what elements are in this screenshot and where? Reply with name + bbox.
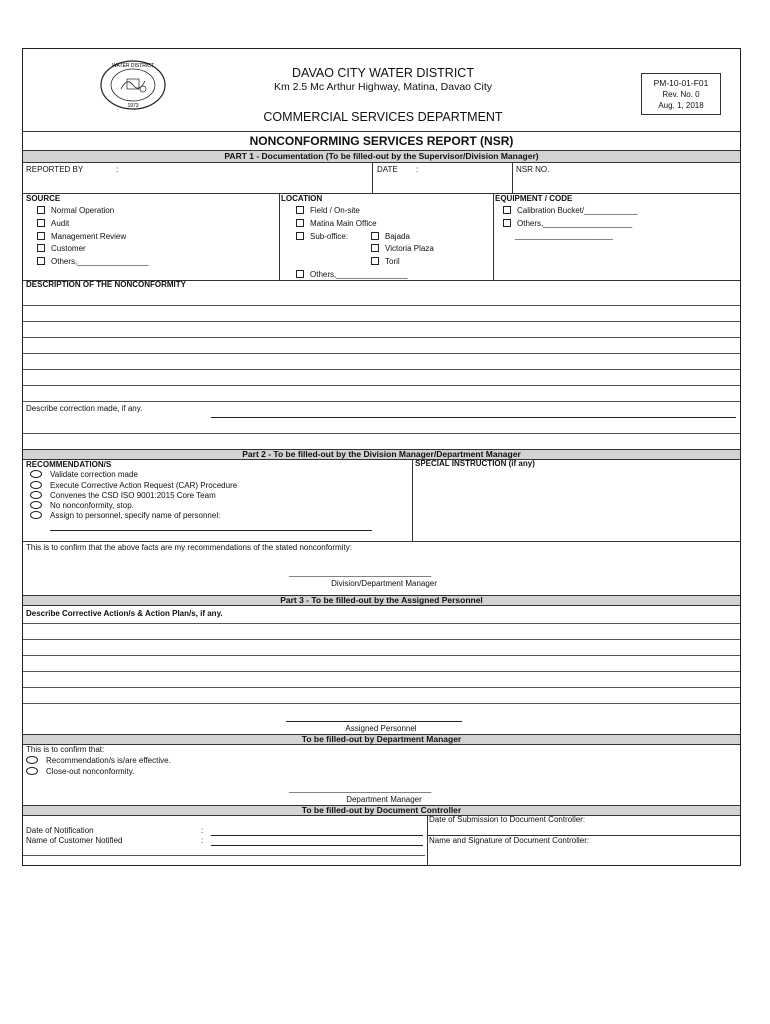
description-title: DESCRIPTION OF THE NONCONFORMITY xyxy=(26,280,186,289)
source-option-mgmt-review[interactable]: Management Review xyxy=(37,232,126,242)
part3-signature-label: Assigned Personnel xyxy=(345,724,417,733)
date-colon: : xyxy=(416,165,419,174)
radio-icon xyxy=(26,756,38,764)
date-label: DATE xyxy=(377,165,398,174)
assigned-personnel-line[interactable] xyxy=(286,721,462,722)
checkbox-icon xyxy=(296,270,304,278)
form-title: NONCONFORMING SERVICES REPORT (NSR) xyxy=(249,134,514,148)
reported-by-label: REPORTED BY xyxy=(26,165,84,174)
rec-option-validate[interactable]: Validate correction made xyxy=(30,470,138,480)
checkbox-icon xyxy=(296,206,304,214)
suboffice-option-victoria[interactable]: Victoria Plaza xyxy=(371,244,434,254)
department-name: COMMERCIAL SERVICES DEPARTMENT xyxy=(263,110,503,124)
checkbox-icon xyxy=(296,219,304,227)
special-instruction-title: SPECIAL INSTRUCTION (if any) xyxy=(415,459,535,468)
notification-date-label: Date of Notification xyxy=(26,826,94,835)
doc-code: PM-10-01-F01 xyxy=(653,78,709,88)
part2-signature-label: Division/Department Manager xyxy=(331,579,437,588)
doc-date: Aug. 1, 2018 xyxy=(658,101,704,110)
equipment-title: EQUIPMENT / CODE xyxy=(495,194,573,203)
checkbox-icon xyxy=(371,257,379,265)
part5-heading: To be filled-out by Document Controller xyxy=(23,805,740,816)
checkbox-icon xyxy=(37,206,45,214)
rec-option-assign[interactable]: Assign to personnel, specify name of personnel: xyxy=(30,511,220,521)
dcwd-seal xyxy=(99,59,167,111)
rec-option-no-nonconformity[interactable]: No nonconformity, stop. xyxy=(30,501,134,511)
part3-heading: Part 3 - To be filled-out by the Assigned Personnel xyxy=(23,595,740,606)
nsr-no-label: NSR NO. xyxy=(516,165,550,174)
rec-option-car[interactable]: Execute Corrective Action Request (CAR) Procedure xyxy=(30,481,237,491)
customer-notified-label: Name of Customer Notified xyxy=(26,836,123,845)
reported-by-colon: : xyxy=(116,165,119,174)
svg-text:WATER DISTRICT: WATER DISTRICT xyxy=(112,63,154,69)
checkbox-icon xyxy=(296,232,304,240)
part4-confirm-text: This is to confirm that: xyxy=(26,745,105,754)
part2-heading: Part 2 - To be filled-out by the Division Manager/Department Manager xyxy=(23,449,740,460)
radio-icon xyxy=(30,501,42,509)
personnel-name-line[interactable] xyxy=(50,530,372,531)
checkbox-icon xyxy=(37,219,45,227)
customer-notified-line[interactable] xyxy=(211,845,423,846)
source-option-others[interactable]: Others,________________ xyxy=(37,257,148,267)
correction-label: Describe correction made, if any. xyxy=(26,404,143,413)
doc-revision: Rev. No. 0 xyxy=(662,90,700,99)
equipment-option-bucket[interactable]: Calibration Bucket/____________ xyxy=(503,206,638,216)
checkbox-icon xyxy=(371,232,379,240)
org-address: Km 2.5 Mc Arthur Highway, Matina, Davao City xyxy=(273,81,493,93)
radio-icon xyxy=(30,470,42,478)
source-option-normal[interactable]: Normal Operation xyxy=(37,206,114,216)
source-title: SOURCE xyxy=(26,194,61,203)
radio-icon xyxy=(26,767,38,775)
doc-control-box xyxy=(641,73,721,115)
location-option-field[interactable]: Field / On-site xyxy=(296,206,360,216)
org-name: DAVAO CITY WATER DISTRICT xyxy=(292,66,474,80)
correction-input-line[interactable] xyxy=(211,417,736,418)
part2-signature-line: ________________________________ xyxy=(289,568,432,577)
checkbox-icon xyxy=(37,244,45,252)
location-option-matina[interactable]: Matina Main Office xyxy=(296,219,377,229)
checkbox-icon xyxy=(371,244,379,252)
submission-date-label: Date of Submission to Document Controller: xyxy=(429,815,586,824)
part4-signature-label: Department Manager xyxy=(346,795,422,804)
notification-date-colon: : xyxy=(201,826,204,835)
checkbox-icon xyxy=(503,206,511,214)
part2-confirm-text: This is to confirm that the above facts are my recommendations of the stated nonconformity: xyxy=(26,543,352,552)
recommendation-title: RECOMMENDATION/S xyxy=(26,460,112,469)
suboffice-option-toril[interactable]: Toril xyxy=(371,257,400,267)
checkbox-icon xyxy=(37,257,45,265)
equipment-blank-line: ______________________ xyxy=(515,231,613,240)
checkbox-icon xyxy=(503,219,511,227)
rec-option-core-team[interactable]: Convenes the CSD ISO 9001:2015 Core Team xyxy=(30,491,216,501)
suboffice-option-bajada[interactable]: Bajada xyxy=(371,232,410,242)
radio-icon xyxy=(30,511,42,519)
part1-heading: PART 1 - Documentation (To be filled-out by the Supervisor/Division Manager) xyxy=(23,150,740,163)
source-option-audit[interactable]: Audit xyxy=(37,219,69,229)
location-option-suboffice[interactable]: Sub-office: xyxy=(296,232,348,242)
location-title: LOCATION xyxy=(281,194,323,203)
equipment-option-others[interactable]: Others,____________________ xyxy=(503,219,632,229)
checkbox-icon xyxy=(37,232,45,240)
part3-describe-label: Describe Corrective Action/s & Action Plan/s, if any. xyxy=(26,609,223,618)
nsr-form xyxy=(22,48,741,866)
customer-notified-colon: : xyxy=(201,836,204,845)
location-option-others[interactable]: Others,________________ xyxy=(296,270,407,280)
svg-text:1973: 1973 xyxy=(127,103,139,109)
part4-option-closeout[interactable]: Close-out nonconformity. xyxy=(26,767,134,777)
notification-date-line[interactable] xyxy=(211,835,423,836)
part4-option-effective[interactable]: Recommendation/s is/are effective. xyxy=(26,756,171,766)
radio-icon xyxy=(30,481,42,489)
radio-icon xyxy=(30,491,42,499)
source-option-customer[interactable]: Customer xyxy=(37,244,86,254)
seal-icon xyxy=(99,59,167,111)
part4-signature-line: ________________________________ xyxy=(289,784,432,793)
controller-name-label: Name and Signature of Document Controller: xyxy=(429,836,590,845)
part4-heading: To be filled-out by Department Manager xyxy=(23,734,740,745)
